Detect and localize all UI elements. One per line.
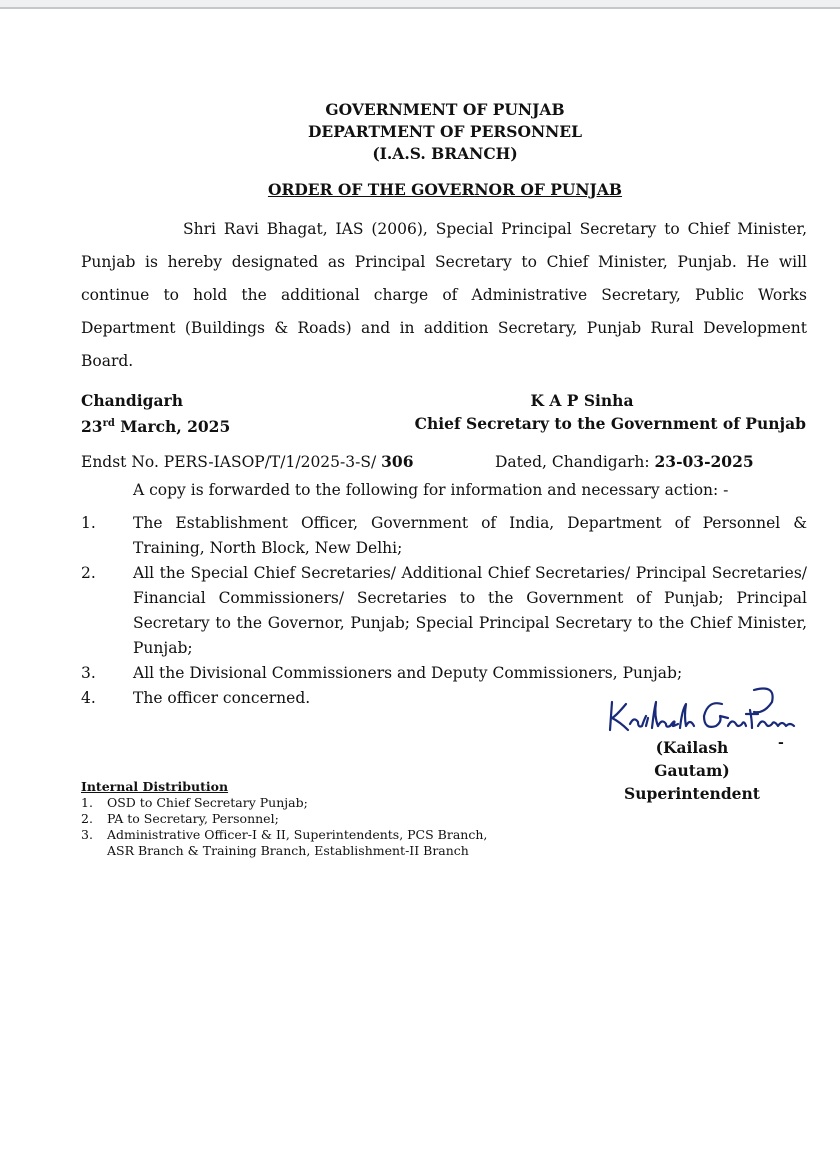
list-item: 2. PA to Secretary, Personnel; bbox=[81, 811, 279, 826]
superintendent-name: (Kailash Gautam) bbox=[654, 738, 730, 780]
order-body bbox=[81, 213, 807, 378]
endorsement-prefix: Endst No. PERS-IASOP/T/1/2025-3-S/ bbox=[81, 453, 382, 471]
signatory-name: K A P Sinha bbox=[530, 391, 634, 410]
header-department: DEPARTMENT OF PERSONNEL bbox=[307, 122, 583, 141]
signature-dash: - bbox=[778, 735, 784, 751]
superintendent-block bbox=[617, 736, 767, 805]
place: Chandigarh bbox=[81, 391, 183, 410]
endorsement-date: Dated, Chandigarh: 23-03-2025 bbox=[495, 452, 754, 471]
list-item: 3. Administrative Officer-I & II, Superintendents, PCS Branch, bbox=[81, 827, 488, 842]
list-item: 1. The Establishment Officer, Government of India, Department of Personnel & Training, North Block, New Delhi; bbox=[81, 514, 807, 557]
signatory-title: Chief Secretary to the Government of Punjab bbox=[414, 414, 806, 433]
order-date: 23rd March, 2025 bbox=[81, 417, 231, 437]
place-and-date bbox=[81, 389, 230, 438]
order-title: ORDER OF THE GOVERNOR OF PUNJAB bbox=[267, 180, 623, 199]
list-item: 1. OSD to Chief Secretary Punjab; bbox=[81, 795, 308, 810]
signatory-block bbox=[386, 389, 806, 435]
endorsement-number: 306 bbox=[381, 452, 414, 471]
endorsement-line bbox=[81, 451, 807, 473]
superintendent-title: Superintendent bbox=[624, 784, 760, 803]
list-item: 4. The officer concerned. bbox=[81, 689, 311, 707]
list-item: 2. All the Special Chief Secretaries/ Additional Chief Secretaries/ Principal Secretaries/ Financial Commissioners/ Secretaries to the Government of Punjab; Principal Secretary to the Governor, Punjab; Special Principal Secretary to the Chief Minister, Punjab; bbox=[81, 564, 807, 657]
list-item: 3. All the Divisional Commissioners and Deputy Commissioners, Punjab; bbox=[81, 664, 683, 682]
handwritten-signature bbox=[604, 680, 804, 740]
list-item: ASR Branch & Training Branch, Establishment-II Branch bbox=[107, 843, 469, 858]
header-branch: (I.A.S. BRANCH) bbox=[372, 144, 518, 163]
copy-forward-line: A copy is forwarded to the following for information and necessary action: - bbox=[133, 481, 729, 499]
header-government: GOVERNMENT OF PUNJAB bbox=[325, 100, 565, 119]
internal-distribution-heading: Internal Distribution bbox=[81, 779, 229, 794]
internal-distribution bbox=[81, 779, 581, 859]
order-body-text: Shri Ravi Bhagat, IAS (2006), Special Principal Secretary to Chief Minister, Punjab is hereby designated as Principal Secretary to Chief Minister, Punjab. He will continue to hold the additional charge of Administrative Secretary, Public Works Department (Buildings & Roads) and in addition Secretary, Punjab Rural Development Board. bbox=[81, 220, 807, 370]
